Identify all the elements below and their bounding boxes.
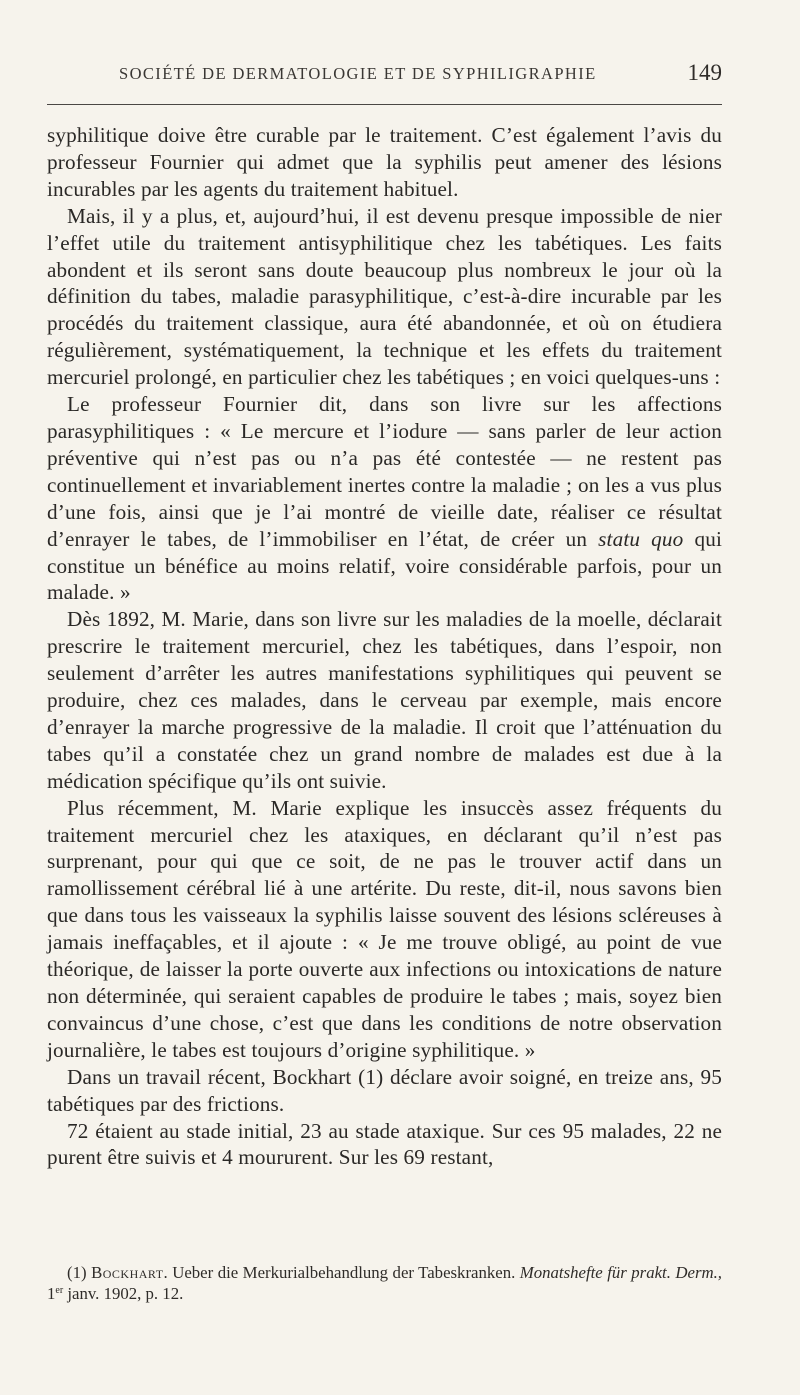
footnote-date-sup: er	[55, 1285, 64, 1296]
paragraph-4: Dès 1892, M. Marie, dans son livre sur les maladies de la moelle, déclarait prescrire le traitement mercuriel, chez les tabétiques, dans l’espoir, non seulement d’arrêter les autres manifestations syphilitiques qui peuvent se produire, chez ces malades, dans le cerveau par exemple, mais encore d’enrayer la marche progressive de la maladie. Il croit que l’atténuation du tabes qu’il a constatée chez un grand nombre de malades est due à la médication spécifique qu’ils ont suivie.	[47, 607, 722, 793]
running-title: SOCIÉTÉ DE DERMATOLOGIE ET DE SYPHILIGRAPHIE	[119, 64, 597, 83]
page-header	[47, 62, 722, 92]
paragraph-1: syphilitique doive être curable par le traitement. C’est également l’avis du professeur Fournier qui admet que la syphilis peut amener des lésions incurables par les agents du traitement habituel.	[47, 123, 722, 201]
footnote	[47, 1262, 722, 1304]
page-number: 149	[687, 60, 722, 85]
paragraph-3	[47, 391, 722, 606]
footnote-title: . Ueber die Merkurialbehandlung der Tabeskranken.	[163, 1263, 516, 1282]
paragraph-5: Plus récemment, M. Marie explique les insuccès assez fréquents du traitement mercuriel chez les ataxiques, en déclarant qu’il n’est pas surprenant, pour qui que ce soit, de ne pas le trouver actif dans un ramollissement cérébral lié à une artérite. Du reste, dit-il, nous savons bien que dans tous les vaisseaux la syphilis laisse souvent des lésions scléreuses à jamais ineffaçables, et il ajoute : « Je me trouve obligé, au point de vue théorique, de laisser la porte ouverte aux infections ou intoxications de nature non déterminée, qui seraient capables de produire le tabes ; mais, soyez bien convaincus d’une chose, c’est que dans les conditions de notre observation journalière, le tabes est toujours d’origine syphilitique. »	[47, 795, 722, 1062]
footnote-marker: (1)	[67, 1263, 87, 1282]
paragraph-6: Dans un travail récent, Bockhart (1) déclare avoir soigné, en treize ans, 95 tabétiques par des frictions.	[47, 1064, 722, 1116]
paragraph-2: Mais, il y a plus, et, aujourd’hui, il est devenu presque impossible de nier l’effet utile du traitement antisyphilitique chez les tabétiques. Les faits abondent et ils seront sans doute beaucoup plus nombreux le jour où la définition du tabes, maladie parasyphilitique, c’est-à-dire incurable par les procédés du traitement classique, aura été abandonnée, et où on étudiera régulièrement, systématiquement, la technique et les effets du traitement mercuriel prolongé, en particulier chez les tabétiques ; en voici quelques-uns :	[47, 203, 722, 390]
paragraph-3-text-a: Le professeur Fournier dit, dans son livre sur les affections parasyphilitiques : « Le mercure et l’iodure — sans parler de leur action préventive qui n’est pas ou n’a pas été contestée — ne restent pas continuellement et invariablement inertes contre la maladie ; on les a vus plus d’une fois, ainsi que je l’ai montré de vieille date, réaliser ce résultat d’enrayer le tabes, de l’immobiliser en l’état, de créer un	[47, 392, 722, 551]
body-text	[47, 122, 722, 1171]
paragraph-3-italic: statu quo	[598, 526, 684, 551]
footnote-author: Bockhart	[91, 1263, 164, 1282]
footnote-date-rest: janv. 1902, p. 12.	[67, 1284, 184, 1303]
footnote-journal: Monatshefte für prakt. Derm.,	[519, 1263, 722, 1282]
paragraph-3-text-b: qui constitue un bénéfice au moins relatif, voire considérable parfois, pour un malade. »	[47, 526, 723, 605]
footnote-date-day: 1	[47, 1284, 56, 1303]
header-rule	[47, 104, 722, 105]
paragraph-7: 72 étaient au stade initial, 23 au stade ataxique. Sur ces 95 malades, 22 ne purent être suivis et 4 moururent. Sur les 69 restant,	[47, 1118, 722, 1170]
